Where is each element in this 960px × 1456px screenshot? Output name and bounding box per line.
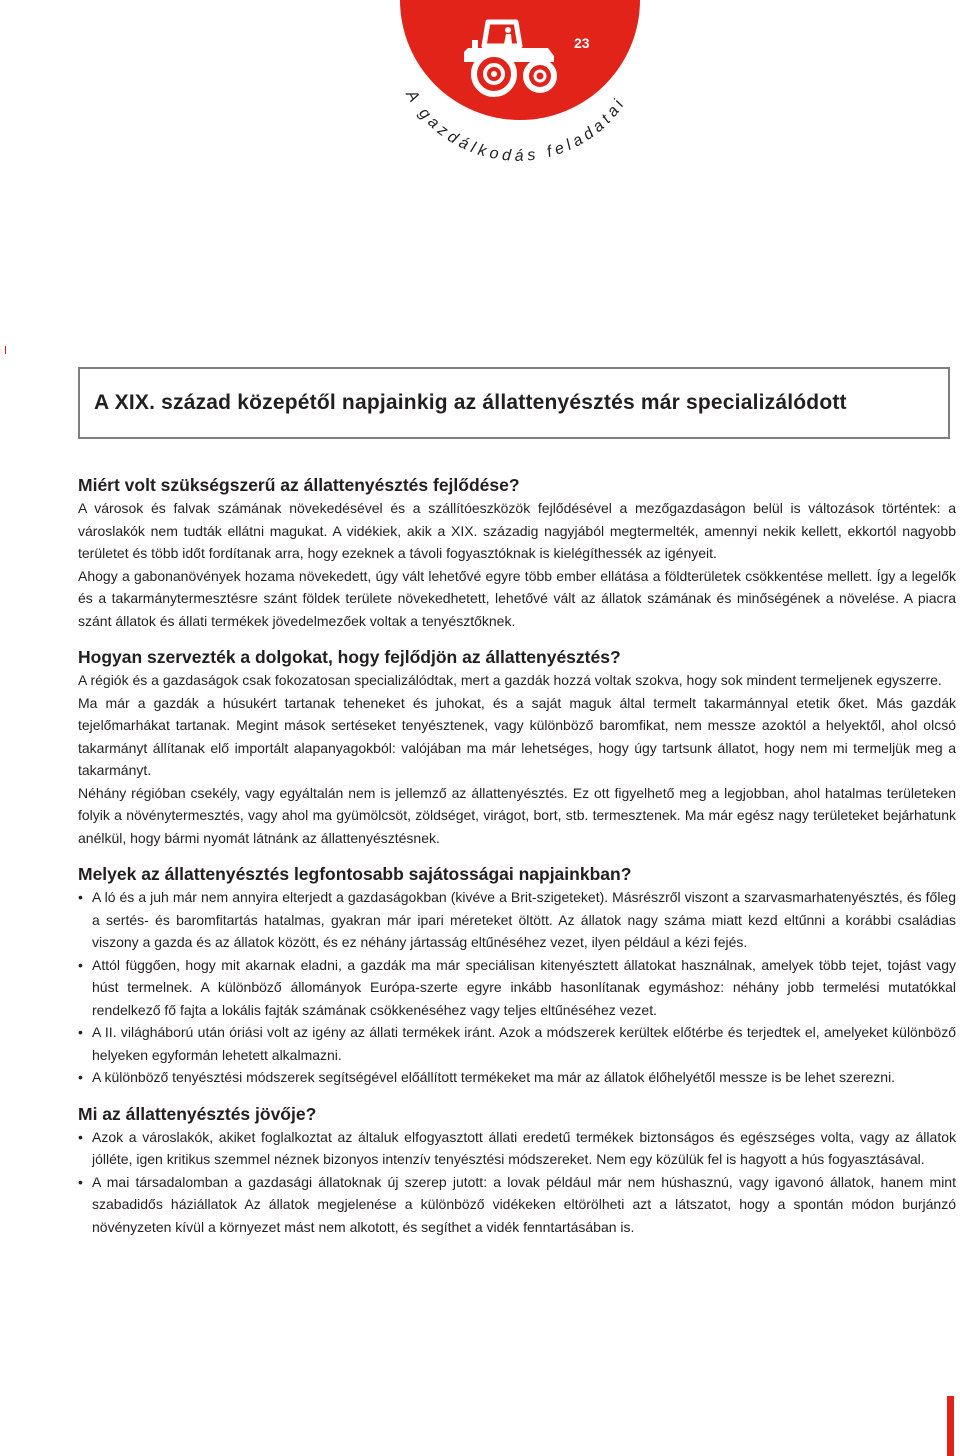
list-item: • A mai társadalomban a gazdasági állatoknak új szerep jutott: a lovak például már nem húshasznú, vagy igavonó állatok, hanem mint szabadidős háziállatok Az állatok megjelenése a különböző vidékeken eltörölheti azt a látszatot, hogy a spontán módon burjánzó növényzeten kívül a környezet mást nem alkotott, és segíthet a vidék fenntartásában is.: [78, 1171, 956, 1239]
section-heading: Mi az állattenyésztés jövője?: [78, 1103, 317, 1124]
margin-mark: [5, 346, 6, 354]
section-label-arc: [390, 60, 650, 180]
paragraph: A városok és falvak számának növekedésével és a szállítóeszközök fejlődésével a mezőgazdaságon belül is változások történtek: a városlakók nem tudták ellátni magukat. A vidékiek, akik a XIX. századig nagyjából megtermelték, amennyi nekik kellett, ekkortól nagyobb területet és több időt fordítanak arra, hogy ezeknek a távoli fogyasztóknak is kielégíthessék az igényeit.: [78, 500, 956, 561]
list-item: • A II. világháború után óriási volt az igény az állati termékek iránt. Azok a módszerek kerültek előtérbe és terjedtek el, amelyeket különböző helyeken egyformán lehetett alkalmazni.: [78, 1021, 956, 1066]
list-item: • A ló és a juh már nem annyira elterjedt a gazdaságokban (kivéve a Brit-szigeteket). Másrészről viszont a szarvasmarhatenyésztés, és főleg a sertés- és baromfitartás hatalmas, gyakran már ipari méreteket öltött. Az állatok nagy száma miatt kezd eltűnni a korábbi családias viszony a gazda és az állatok között, és ez néhány jártasság eltűnéséhez vezet, ilyen például a kézi fejés.: [78, 886, 956, 954]
list-item: • A különböző tenyésztési módszerek segítségével előállított termékeket ma már az állatok élőhelyétől messze is be lehet szerezni.: [78, 1066, 956, 1089]
main-content: [78, 474, 956, 1238]
paragraph: Ma már a gazdák a húsukért tartanak teheneket és juhokat, és a saját maguk által termelt takarmánnyal etetik őket. Más gazdák tejelőmarhákat tartanak. Megint mások sertéseket tenyésztenek, vagy különböző baromfikat, nem messze azoktól a helyektől, ahol olcsó takarmányt állítanak elő importált alapanyagokból: valójában ma már lehetséges, hogy úgy tartsunk állatot, hogy nem mi termeljük meg a takarmányt.: [78, 694, 956, 778]
corner-mark: [947, 1396, 954, 1456]
page-number: 23: [574, 35, 590, 51]
paragraph: Ahogy a gabonanövények hozama növekedett, úgy vált lehetővé egyre több ember ellátása a földterületek csökkentése mellett. Így a legelők és a takarmánytermesztésre szánt földek területe növekedhetett, lehetővé vált az állatok számának és minőségének a növelése. A piacra szánt állatok és állati termékek jövedelmezőek voltak a tenyésztőknek.: [78, 567, 956, 629]
section-heading: Miért volt szükségszerű az állattenyésztés fejlődése?: [78, 475, 520, 495]
title-box: [78, 367, 950, 439]
paragraph: A régiók és a gazdaságok csak fokozatosan specializálódtak, mert a gazdák hozzá voltak szokva, hogy sok mindent termeljenek egyszerre.: [78, 672, 942, 688]
paragraph: Néhány régióban csekély, vagy egyáltalán nem is jellemző az állattenyésztés. Ez ott figyelhető meg a legjobban, ahol hatalmas területeken folyik a növénytermesztés, vagy ahol ma gyümölcsöt, zöldséget, virágot, bort, stb. termesztenek. Ma már egész nagy területeket bejárhatunk anélkül, hogy bármi nyomát látnánk az állattenyésztésnek.: [78, 784, 956, 846]
section-heading: Hogyan szervezték a dolgokat, hogy fejlődjön az állattenyésztés?: [78, 647, 621, 667]
bullet-list: [78, 886, 956, 1089]
section-heading: Melyek az állattenyésztés legfontosabb sajátosságai napjainkban?: [78, 864, 632, 884]
list-item: • Azok a városlakók, akiket foglalkoztat az általuk elfogyasztott állati eredetű termékek biztonságos és egészséges volta, vagy az állatok jólléte, igen kritikus szemmel néznek bizonyos intenzív tenyésztési módszereket. Nem egy közülük fel is hagyott a hús fogyasztásával.: [78, 1126, 956, 1171]
list-item: • Attól függően, hogy mit akarnak eladni, a gazdák ma már speciálisan kitenyésztett állatokat használnak, amelyek több tejet, tojást vagy húst termelnek. A különböző állományok Európa-szerte egyre inkább hasonlítanak egymáshoz: néhány jobb termelési mutatókkal rendelkező fő fajta a lokális fajták számának csökkenéséhez vagy teljes eltűnéséhez vezet.: [78, 954, 956, 1022]
bullet-list: [78, 1126, 956, 1239]
section-label: A gazdálkodás feladatai: [402, 87, 630, 165]
page-title: A XIX. század közepétől napjainkig az állattenyésztés már specializálódott: [94, 391, 847, 414]
